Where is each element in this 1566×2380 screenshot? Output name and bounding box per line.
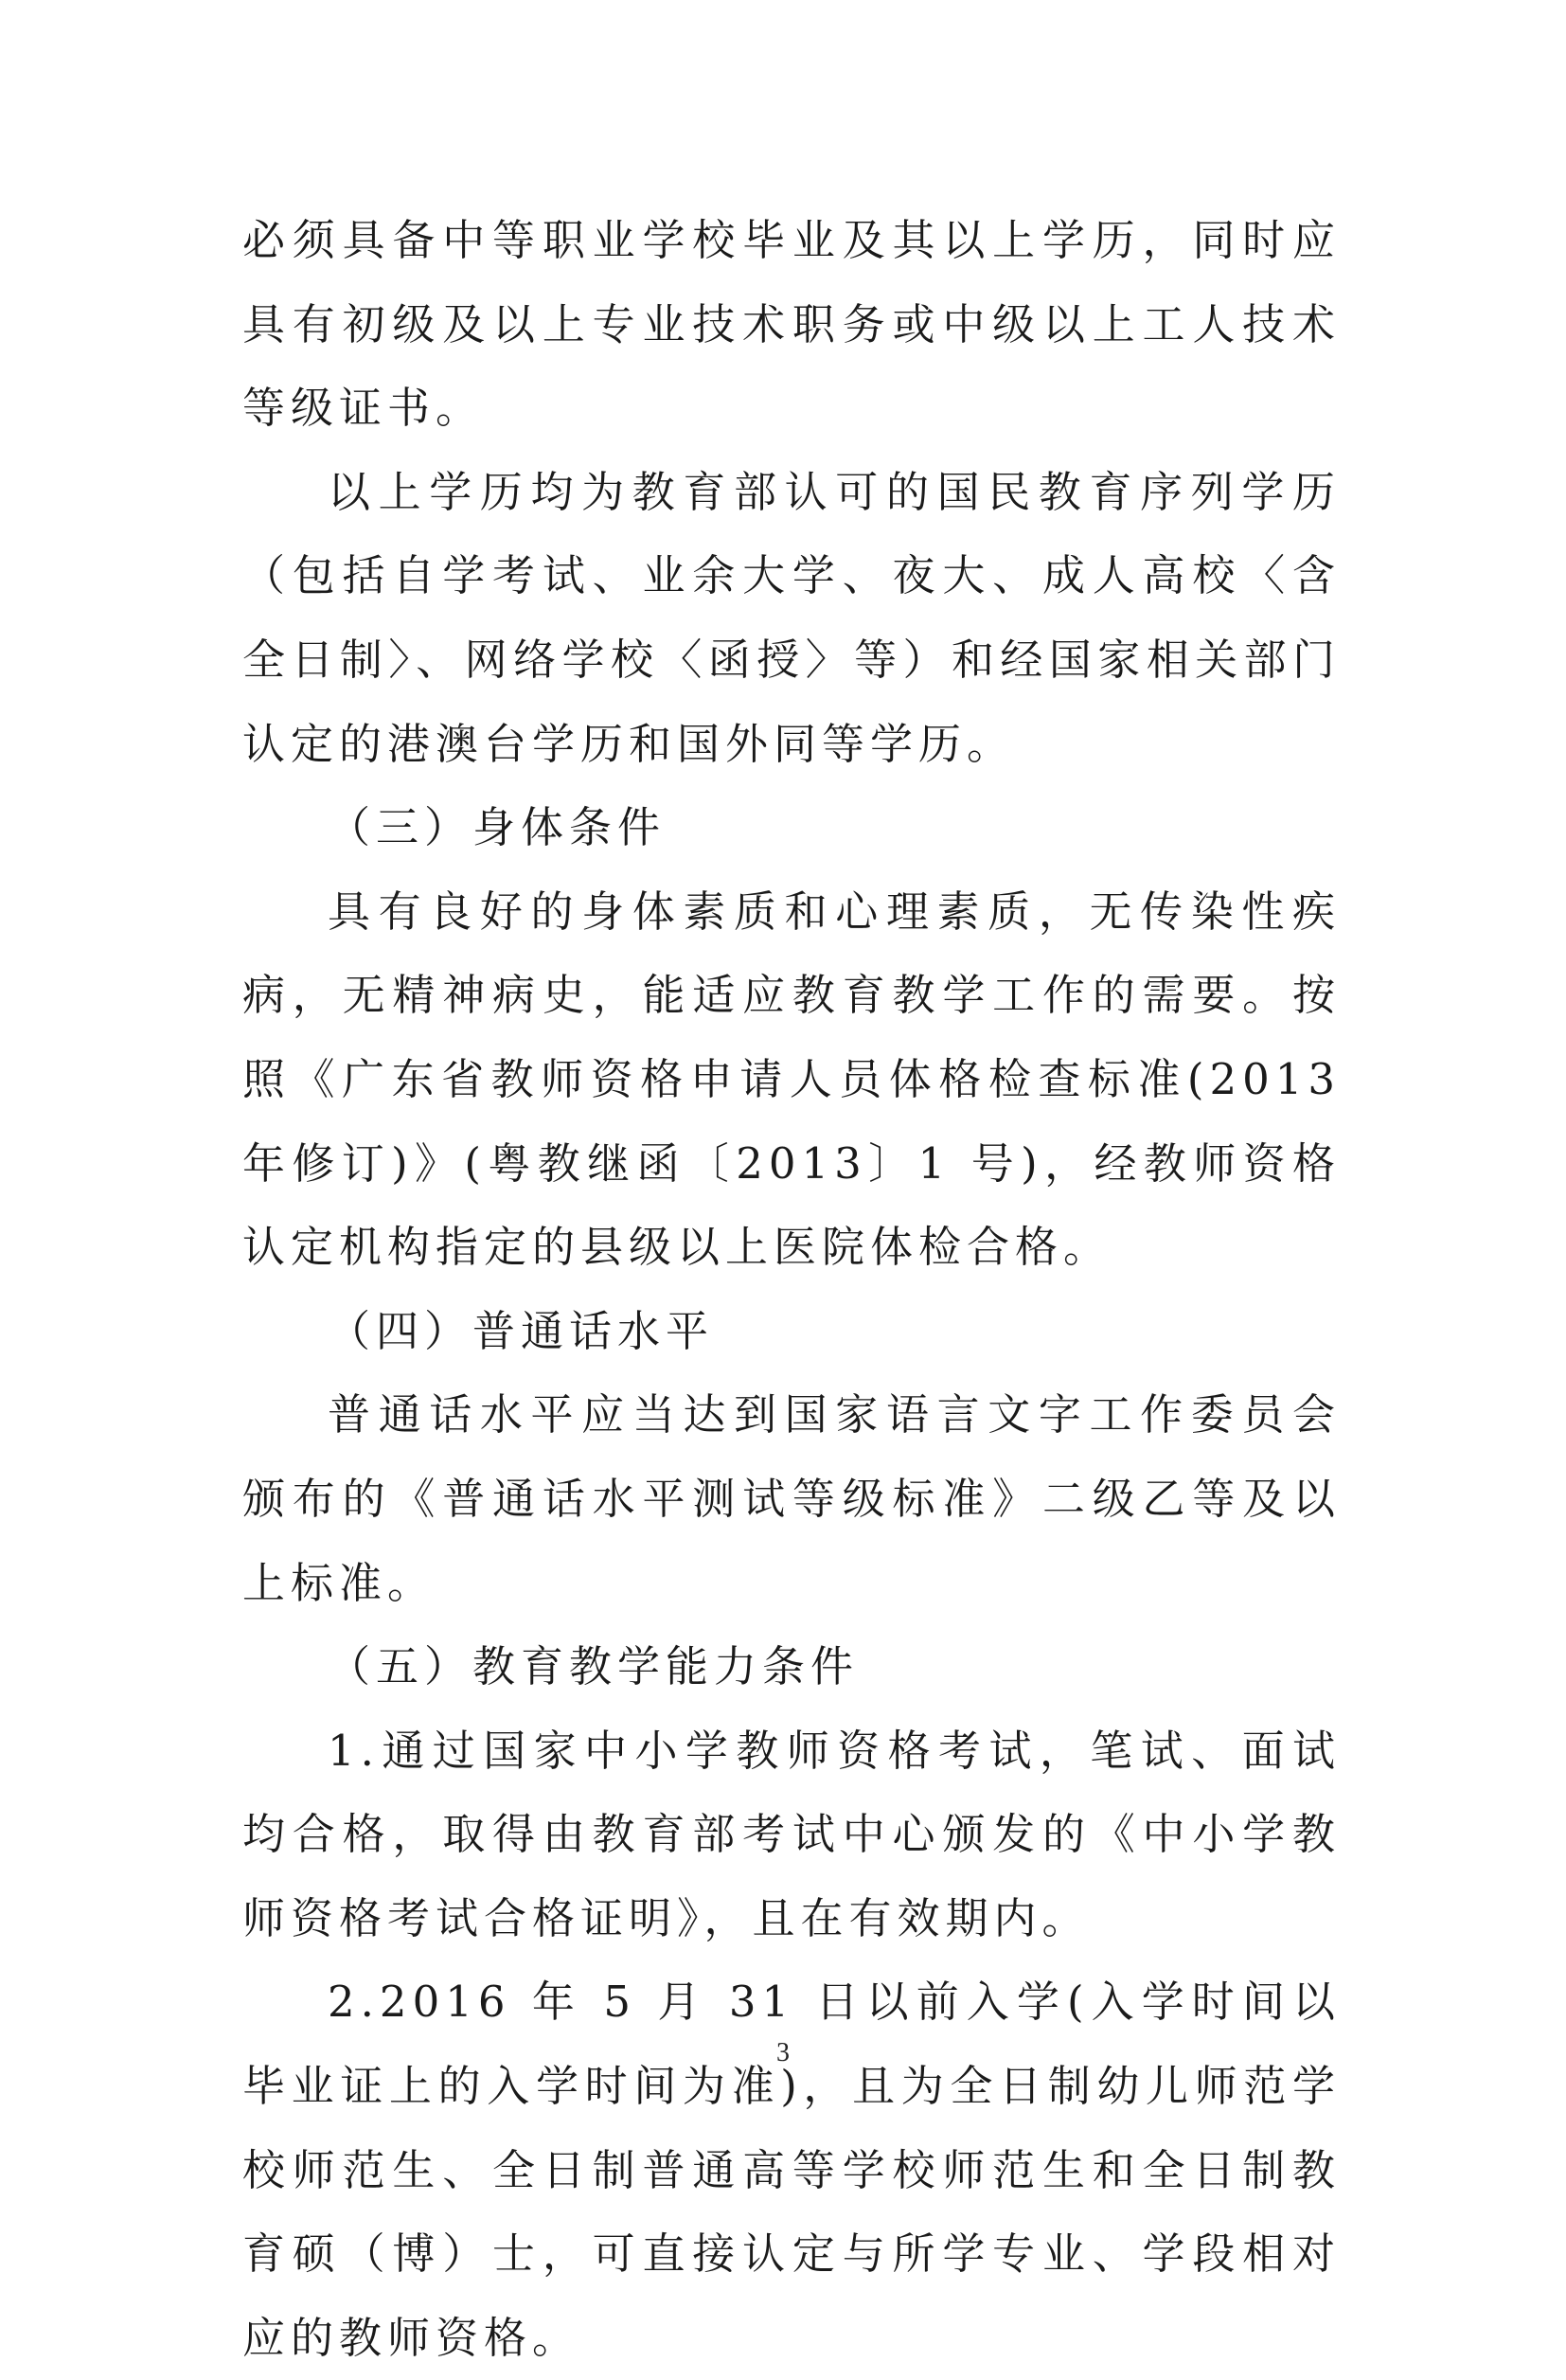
page-number: 3 [776,2038,790,2067]
section-heading-physical-condition: （三）身体条件 [328,802,667,853]
paragraph-education-requirement-continuation: 必须具备中等职业学校毕业及其以上学历，同时应具有初级及以上专业技术职务或中级以上工人技术等级证书。 [242,215,1341,434]
paragraph-mandarin-level: 普通话水平应当达到国家语言文字工作委员会颁布的《普通话水平测试等级标准》二级乙等及以上标准。 [242,1389,1341,1608]
paragraph-teaching-ability-item-1: 1.通过国家中小学教师资格考试，笔试、面试均合格，取得由教育部考试中心颁发的《中小学教师资格考试合格证明》，且在有效期内。 [242,1725,1341,1943]
section-heading-teaching-ability: （五）教育教学能力条件 [328,1641,860,1692]
paragraph-physical-condition: 具有良好的身体素质和心理素质，无传染性疾病，无精神病史，能适应教育教学工作的需要。按照《广东省教师资格申请人员体格检查标准(2013 年修订)》(粤教继函〔2013〕1 号)，经教师资格认定机构指定的县级以上医院体检合格。 [242,886,1341,1273]
paragraph-teaching-ability-item-2: 2.2016 年 5 月 31 日以前入学(入学时间以毕业证上的入学时间为准)，且为全日制幼儿师范学校师范生、全日制普通高等学校师范生和全日制教育硕（博）士，可直接认定与所学专业、学段相对应的教师资格。 [242,1977,1341,2363]
section-heading-mandarin-level: （四）普通话水平 [328,1305,715,1356]
paragraph-recognized-degrees: 以上学历均为教育部认可的国民教育序列学历（包括自学考试、业余大学、夜大、成人高校〈含全日制〉、网络学校〈函授〉等）和经国家相关部门认定的港澳台学历和国外同等学历。 [242,466,1341,769]
